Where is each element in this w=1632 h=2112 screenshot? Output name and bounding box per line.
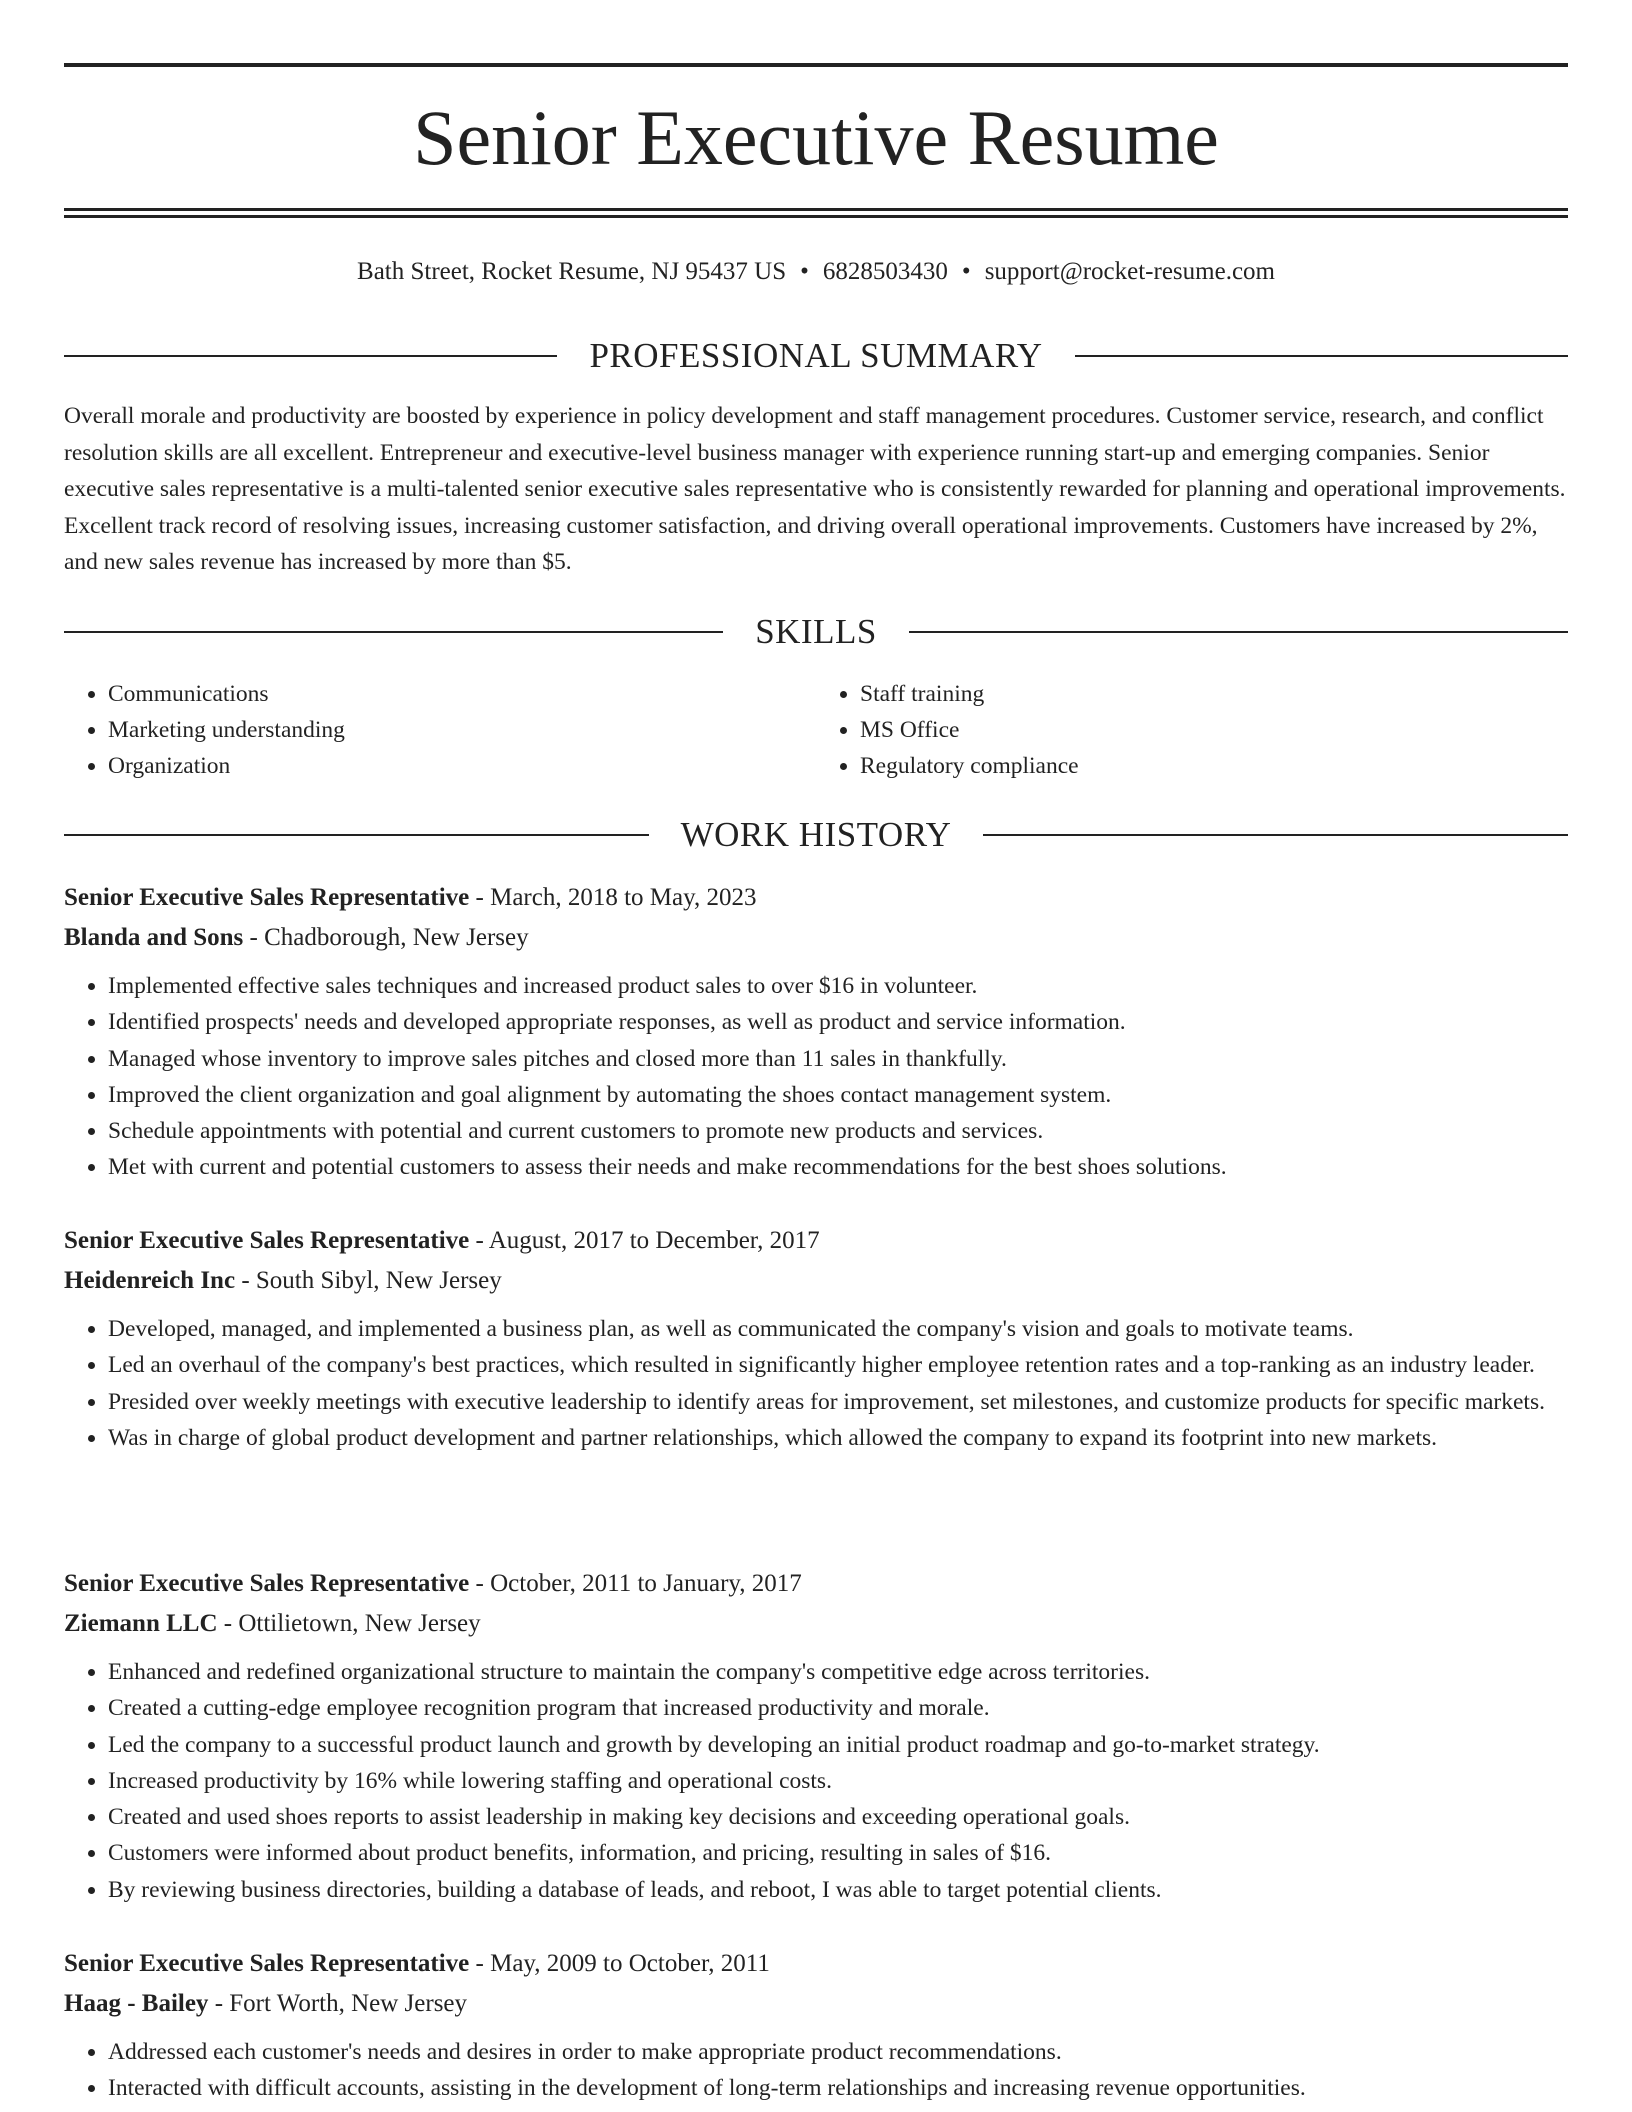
job-role-line xyxy=(64,878,1568,918)
job-bullet: • Identified prospects' needs and developed appropriate responses, as well as product and service information. xyxy=(108,1004,1568,1040)
company-name: Ziemann LLC xyxy=(64,1610,218,1637)
section-title: SKILLS xyxy=(755,612,877,651)
skill-item: • Regulatory compliance xyxy=(860,748,1568,784)
job-title: Senior Executive Sales Representative xyxy=(64,1950,470,1977)
job-bullet: • Enhanced and redefined organizational structure to maintain the company's competitive edge across territories. xyxy=(108,1654,1568,1690)
job-bullet: • Developed, managed, and implemented a business plan, as well as communicated the company's vision and goals to motivate teams. xyxy=(108,1311,1568,1347)
job-bullet: • Managed whose inventory to improve sales pitches and closed more than 11 sales in thankfully. xyxy=(108,1041,1568,1077)
separator: • xyxy=(961,258,971,285)
divider xyxy=(983,834,1568,836)
section-heading-work xyxy=(64,813,1568,857)
job-bullet: • Led the company to a successful product launch and growth by developing an initial product roadmap and go-to-market strategy. xyxy=(108,1727,1568,1763)
job-bullet: • Implemented effective sales techniques and increased product sales to over $16 in volunteer. xyxy=(108,968,1568,1004)
skill-item: • Marketing understanding xyxy=(108,712,816,748)
job-bullet: • Led an overhaul of the company's best practices, which resulted in significantly higher employee retention rates and a top-ranking as an industry leader. xyxy=(108,1347,1568,1383)
job-role-line xyxy=(64,1564,1568,1604)
skill-item: • Communications xyxy=(108,676,816,712)
contact-line xyxy=(64,254,1568,290)
company-name: Heidenreich Inc xyxy=(64,1267,236,1294)
divider xyxy=(64,631,723,633)
job-title: Senior Executive Sales Representative xyxy=(64,1227,470,1254)
skills-column-left xyxy=(64,676,816,784)
job-title: Senior Executive Sales Representative xyxy=(64,884,470,911)
job-bullet: • Created a cutting-edge employee recognition program that increased productivity and morale. xyxy=(108,1690,1568,1726)
divider xyxy=(64,355,557,357)
section-title: PROFESSIONAL SUMMARY xyxy=(589,336,1043,375)
company-name: Blanda and Sons xyxy=(64,924,244,951)
job-bullet: • By reviewing business directories, building a database of leads, and reboot, I was able to target potential clients. xyxy=(108,1872,1568,1908)
divider xyxy=(909,631,1568,633)
divider xyxy=(1075,355,1568,357)
job-dates: - August, 2017 to December, 2017 xyxy=(469,1227,820,1254)
job-bullet: • Schedule appointments with potential and current customers to promote new products and services. xyxy=(108,1113,1568,1149)
skill-item: • Staff training xyxy=(860,676,1568,712)
section-heading-skills xyxy=(64,610,1568,654)
company-location: - Chadborough, New Jersey xyxy=(243,924,529,951)
job-bullets xyxy=(64,1311,1568,1456)
job-dates: - October, 2011 to January, 2017 xyxy=(469,1570,802,1597)
job-entry xyxy=(64,1564,1568,1908)
job-bullet: • Addressed each customer's needs and desires in order to make appropriate product recommendations. xyxy=(108,2034,1568,2070)
job-dates: - March, 2018 to May, 2023 xyxy=(469,884,757,911)
job-bullets xyxy=(64,1654,1568,1908)
double-rule xyxy=(64,208,1568,218)
summary-text: Overall morale and productivity are boosted by experience in policy development and staff management procedures. Customer service, research, and conflict resolution skills are all excellent. Entrepreneur and executive-level business manager with experience running start-up and emerging companies. Senior executive sales representative is a multi-talented senior executive sales representative who is consistently rewarded for planning and operational improvements. Excellent track record of resolving issues, increasing customer satisfaction, and driving overall operational improvements. Customers have increased by 2%, and new sales revenue has increased by more than $5. xyxy=(64,403,1566,575)
job-bullet: • Improved the client organization and goal alignment by automating the shoes contact management system. xyxy=(108,1077,1568,1113)
job-entry xyxy=(64,1944,1568,2107)
company-location: - Fort Worth, New Jersey xyxy=(208,1990,468,2017)
section-title: WORK HISTORY xyxy=(680,815,952,854)
job-bullet: • Met with current and potential customers to assess their needs and make recommendations for the best shoes solutions. xyxy=(108,1149,1568,1185)
address: Bath Street, Rocket Resume, NJ 95437 US xyxy=(357,258,787,285)
company-location: - Ottilietown, New Jersey xyxy=(217,1610,481,1637)
job-bullets xyxy=(64,968,1568,1186)
skills-list xyxy=(64,676,1568,784)
job-title: Senior Executive Sales Representative xyxy=(64,1570,470,1597)
job-company-line xyxy=(64,1984,1568,2024)
job-company-line xyxy=(64,1604,1568,1644)
job-bullets xyxy=(64,2034,1568,2107)
job-role-line xyxy=(64,1221,1568,1261)
job-company-line xyxy=(64,918,1568,958)
job-bullet: • Customers were informed about product benefits, information, and pricing, resulting in sales of $16. xyxy=(108,1835,1568,1871)
job-entry xyxy=(64,878,1568,1186)
job-entry xyxy=(64,1221,1568,1456)
job-bullet: • Increased productivity by 16% while lowering staffing and operational costs. xyxy=(108,1763,1568,1799)
top-rule xyxy=(64,63,1568,67)
company-location: - South Sibyl, New Jersey xyxy=(235,1267,502,1294)
job-bullet: • Presided over weekly meetings with executive leadership to identify areas for improvement, set milestones, and customize products for specific markets. xyxy=(108,1384,1568,1420)
job-role-line xyxy=(64,1944,1568,1984)
job-bullet: • Interacted with difficult accounts, assisting in the development of long-term relationships and increasing revenue opportunities. xyxy=(108,2070,1568,2106)
skills-column-right xyxy=(816,676,1568,784)
divider xyxy=(64,834,649,836)
phone[interactable]: 6828503430 xyxy=(822,258,948,285)
skill-item: • Organization xyxy=(108,748,816,784)
job-dates: - May, 2009 to October, 2011 xyxy=(469,1950,770,1977)
company-name: Haag - Bailey xyxy=(64,1990,209,2017)
skill-item: • MS Office xyxy=(860,712,1568,748)
separator: • xyxy=(800,258,809,285)
job-company-line xyxy=(64,1261,1568,1301)
job-bullet: • Created and used shoes reports to assist leadership in making key decisions and exceeding operational goals. xyxy=(108,1799,1568,1835)
email[interactable]: support@rocket-resume.com xyxy=(984,258,1275,285)
job-bullet: • Was in charge of global product development and partner relationships, which allowed the company to expand its footprint into new markets. xyxy=(108,1420,1568,1456)
resume-title: Senior Executive Resume xyxy=(413,94,1219,181)
section-heading-summary xyxy=(64,334,1568,378)
